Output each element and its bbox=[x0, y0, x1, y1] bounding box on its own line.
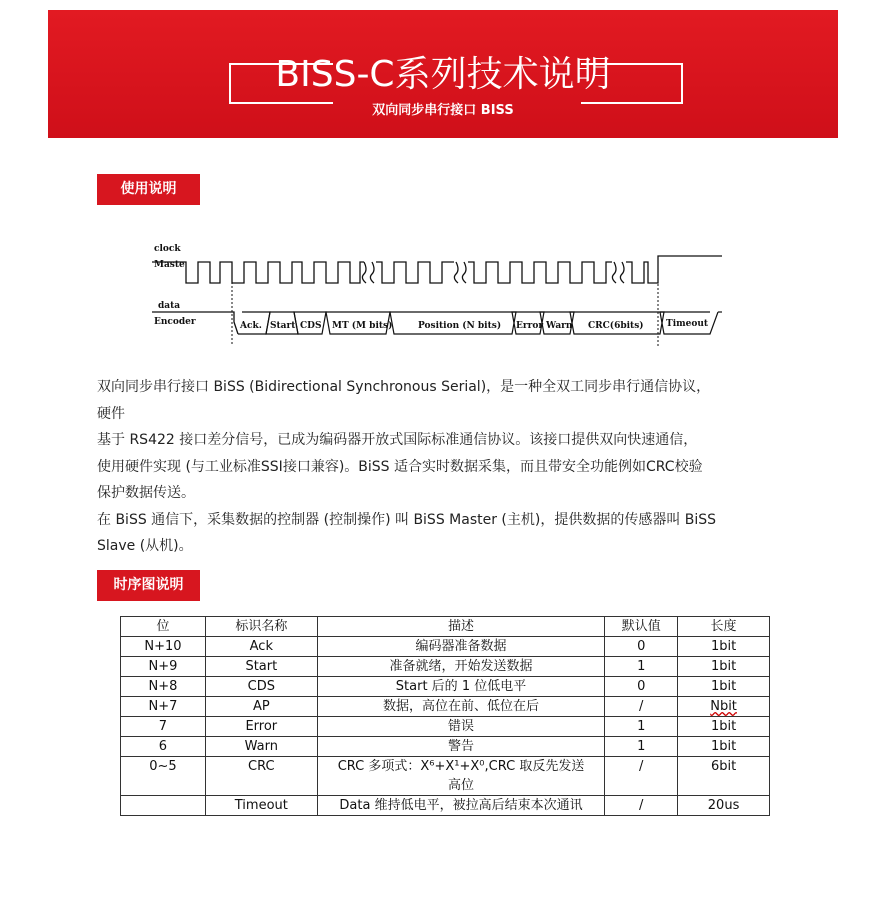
table-row bbox=[121, 637, 770, 657]
cell-bit: N+10 bbox=[121, 637, 206, 657]
field-mt: MT (M bits) bbox=[332, 321, 393, 331]
clock-break-3 bbox=[612, 262, 616, 283]
banner-subtitle: 双向同步串行接口 BISS bbox=[372, 103, 514, 118]
cell-default: 1 bbox=[605, 737, 678, 757]
field-start: Start bbox=[270, 321, 296, 331]
paragraph-line: 基于 RS422 接口差分信号，已成为编码器开放式国际标准通信协议。该接口提供双向快速通信， bbox=[97, 432, 698, 448]
cell-name: CDS bbox=[205, 677, 317, 697]
table-row bbox=[121, 757, 770, 796]
cell-bit bbox=[121, 796, 206, 816]
field-cds: CDS bbox=[300, 321, 322, 331]
cell-name: Error bbox=[205, 717, 317, 737]
cell-description: 数据，高位在前、低位在后 bbox=[317, 697, 605, 717]
cell-name: Start bbox=[205, 657, 317, 677]
cell-default: 1 bbox=[605, 657, 678, 677]
cell-name: AP bbox=[205, 697, 317, 717]
cell-default: 0 bbox=[605, 637, 678, 657]
bit-definition-table bbox=[120, 616, 770, 816]
cell-bit: N+7 bbox=[121, 697, 206, 717]
cell-length: 1bit bbox=[678, 677, 770, 697]
cell-bit: 0~5 bbox=[121, 757, 206, 796]
field-error: Error bbox=[516, 321, 544, 331]
cell-default: 0 bbox=[605, 677, 678, 697]
field-position: Position (N bits) bbox=[418, 321, 502, 331]
cell-length: 1bit bbox=[678, 657, 770, 677]
cell-bit: 6 bbox=[121, 737, 206, 757]
diagram-label-data: data bbox=[158, 301, 181, 311]
cell-name: CRC bbox=[205, 757, 317, 796]
section-heading-timing: 时序图说明 bbox=[97, 570, 200, 601]
cell-description: 错误 bbox=[317, 717, 605, 737]
biss-timing-diagram bbox=[150, 238, 730, 350]
cell-description: Data 维持低电平，被拉高后结束本次通讯 bbox=[317, 796, 605, 816]
table-row bbox=[121, 677, 770, 697]
cell-length: 6bit bbox=[678, 757, 770, 796]
field-crc: CRC(6bits) bbox=[588, 321, 644, 331]
table-row bbox=[121, 796, 770, 816]
cell-default: / bbox=[605, 697, 678, 717]
cell-length: 1bit bbox=[678, 717, 770, 737]
cell-name: Ack bbox=[205, 637, 317, 657]
cell-length: Nbit bbox=[678, 697, 770, 717]
table-row bbox=[121, 697, 770, 717]
cell-description: 编码器准备数据 bbox=[317, 637, 605, 657]
paragraph-line: 保护数据传送。 bbox=[97, 485, 195, 501]
cell-name: Warn bbox=[205, 737, 317, 757]
banner-title: BISS-C系列技术说明 bbox=[275, 54, 611, 95]
header-bit: 位 bbox=[121, 617, 206, 637]
header-length: 长度 bbox=[678, 617, 770, 637]
cell-description: 准备就绪，开始发送数据 bbox=[317, 657, 605, 677]
diagram-label-encoder: Encoder bbox=[154, 317, 196, 327]
cell-name: Timeout bbox=[205, 796, 317, 816]
header-description: 描述 bbox=[317, 617, 605, 637]
header-banner bbox=[48, 10, 838, 138]
cell-length: 1bit bbox=[678, 737, 770, 757]
table-row bbox=[121, 717, 770, 737]
paragraph-line: 双向同步串行接口 BiSS (Bidirectional Synchronous Serial)，是一种全双工同步串行通信协议， bbox=[97, 379, 711, 395]
paragraph-line: Slave (从机)。 bbox=[97, 538, 193, 554]
paragraph-line: 在 BiSS 通信下，采集数据的控制器 (控制操作) 叫 BiSS Master (主机)，提供数据的传感器叫 BiSS bbox=[97, 511, 717, 528]
table-header-row bbox=[121, 617, 770, 637]
cell-default: / bbox=[605, 757, 678, 796]
cell-bit: 7 bbox=[121, 717, 206, 737]
cell-length: 1bit bbox=[678, 637, 770, 657]
paragraph-line: 使用硬件实现 (与工业标准SSI接口兼容)。BiSS 适合实时数据采集，而且带安全功能例如CRC校验 bbox=[97, 458, 703, 475]
header-name: 标识名称 bbox=[205, 617, 317, 637]
cell-description: CRC 多项式：X⁶+X¹+X⁰,CRC 取反先发送高位 bbox=[317, 757, 605, 796]
clock-break-2 bbox=[454, 262, 458, 283]
table-row bbox=[121, 737, 770, 757]
cell-default: 1 bbox=[605, 717, 678, 737]
cell-bit: N+9 bbox=[121, 657, 206, 677]
cell-description: Start 后的 1 位低电平 bbox=[317, 677, 605, 697]
cell-bit: N+8 bbox=[121, 677, 206, 697]
diagram-label-master: Maste bbox=[154, 260, 185, 270]
header-default: 默认值 bbox=[605, 617, 678, 637]
diagram-label-clock: clock bbox=[154, 244, 181, 254]
cell-default: / bbox=[605, 796, 678, 816]
description-text bbox=[97, 374, 797, 560]
cell-description: 警告 bbox=[317, 737, 605, 757]
field-ack: Ack. bbox=[240, 321, 262, 331]
cell-length: 20us bbox=[678, 796, 770, 816]
field-timeout: Timeout bbox=[666, 319, 709, 329]
clock-break-1 bbox=[362, 262, 366, 283]
table-row bbox=[121, 657, 770, 677]
section-heading-usage: 使用说明 bbox=[97, 174, 200, 205]
field-warn: Warn bbox=[546, 321, 573, 331]
paragraph-line: 硬件 bbox=[97, 405, 125, 422]
